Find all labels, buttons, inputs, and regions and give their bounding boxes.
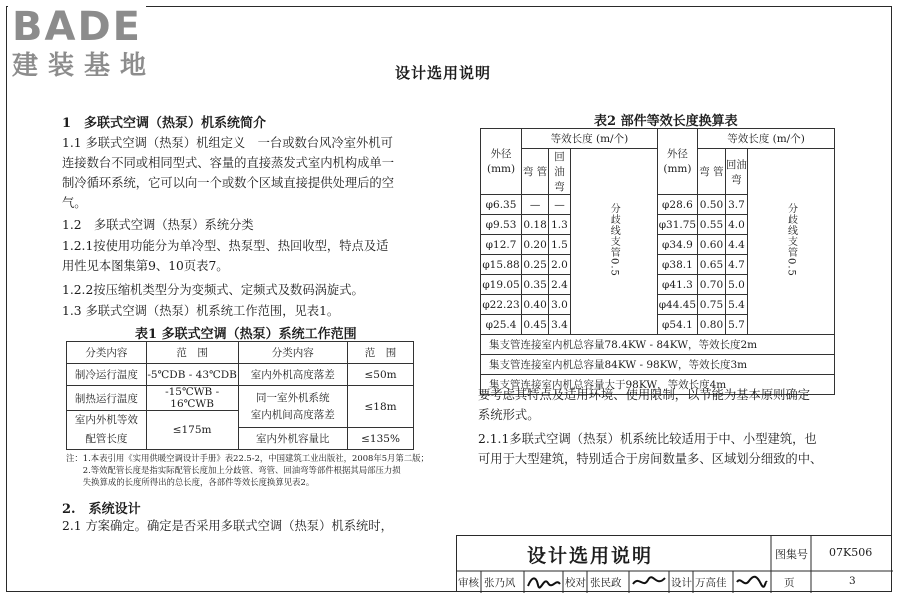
text-line: 连接数台不同或相同型式、容量的直接蒸发式室内机构成单一	[62, 156, 395, 170]
table-cell: φ15.88	[481, 255, 522, 275]
text-line: 配管长度	[85, 433, 128, 445]
table-cell: 1.5	[549, 235, 571, 255]
table-cell: 2.0	[549, 255, 571, 275]
note-line: 注：1.本表引用《实用供暖空调设计手册》表22.5-2，中国建筑工业出版社，2008年5月第二版；	[66, 453, 429, 463]
section-1-2-2-text: 1.2.2按压缩机类型分为变频式、定频式及数码涡旋式。	[62, 283, 364, 297]
table-cell: ≤175m	[146, 411, 238, 450]
table-cell: ≤135%	[348, 428, 414, 450]
note-line: 2.等效配管长度是指实际配管长度加上分歧管、弯管、回油弯等部件根据其局部压力损	[66, 465, 401, 475]
title-block-title: 设计选用说明	[527, 545, 654, 567]
table-cell: 0.65	[698, 255, 726, 275]
table-cell: ≤50m	[348, 364, 414, 386]
branch-note: 分歧线支管0.5	[608, 203, 620, 277]
table-row	[481, 129, 835, 149]
table-cell: 0.18	[522, 215, 549, 235]
table-cell: 制冷运行温度	[67, 364, 147, 386]
table-cell: 5.4	[725, 295, 747, 315]
page-title: 设计选用说明	[395, 64, 492, 82]
table-cell	[481, 129, 522, 195]
table-cell: 室内外机高度落差	[238, 364, 348, 386]
branch-note: 分歧线支管0.5	[785, 203, 797, 277]
table-cell: 4.4	[725, 235, 747, 255]
table-cell	[570, 149, 657, 335]
table1-header-range: 范 围	[146, 342, 238, 364]
page-number: 3	[849, 575, 856, 587]
reviewer-signature	[526, 572, 562, 592]
text-line: 1.1 多联式空调（热泵）机组定义 一台或数台风冷室外机可	[62, 136, 393, 150]
section-1-3-text: 1.3 多联式空调（热泵）机系统工作范围，见表1。	[62, 304, 340, 318]
text-line: (mm)	[486, 162, 516, 175]
table-cell: φ34.9	[657, 235, 697, 255]
table-cell: φ25.4	[481, 315, 522, 335]
section-1-2-1-text	[62, 236, 388, 276]
text-line: 气。	[62, 196, 87, 210]
table-cell: φ6.35	[481, 195, 522, 215]
text-line: 用性见本图集第9、10页表7。	[62, 259, 229, 273]
table-cell	[657, 129, 697, 195]
checker-signature	[631, 572, 667, 592]
table-cell: 等效长度 (m/个)	[522, 129, 658, 149]
text-line: 1.2.1按使用功能分为单冷型、热泵型、热回收型，特点及适	[62, 239, 389, 253]
table2-caption: 表2 部件等效长度换算表	[594, 114, 738, 129]
section-2-1-1-text	[478, 429, 822, 469]
table-row	[67, 342, 414, 364]
table-cell: 1.3	[549, 215, 571, 235]
table-cell: 0.60	[698, 235, 726, 255]
table-cell: —	[522, 195, 549, 215]
table-cell: 0.50	[698, 195, 726, 215]
table-cell: φ44.45	[657, 295, 697, 315]
table-cell: 0.40	[522, 295, 549, 315]
table-cell: 3.4	[549, 315, 571, 335]
table-cell: 0.20	[522, 235, 549, 255]
table1-header-range2: 范 围	[348, 342, 414, 364]
table-cell: ≤18m	[348, 386, 414, 428]
table-cell: φ12.7	[481, 235, 522, 255]
checker-label: 校对	[565, 577, 586, 589]
table-cell: 回油弯	[549, 149, 571, 195]
table-cell: φ9.53	[481, 215, 522, 235]
text-line: 室内机间高度落差	[250, 408, 335, 421]
table-row	[67, 386, 414, 411]
text-line: 外径	[666, 147, 688, 160]
table-cell: φ28.6	[657, 195, 697, 215]
table-cell: 弯 管	[522, 149, 549, 195]
text-line: 同一室外机系统	[256, 391, 330, 404]
table-row	[481, 355, 835, 375]
table-cell: 集支管连接室内机总容量78.4KW - 84KW，等效长度2m	[481, 335, 835, 355]
watermark-logo: BADE	[8, 4, 146, 50]
note-line: 失换算成的长度所得出的总长度，各部件等效长度换算见表2。	[66, 477, 315, 487]
table1	[66, 341, 414, 450]
table-cell: 0.25	[522, 255, 549, 275]
table-cell: -15℃WB - 16℃WB	[146, 386, 238, 411]
table-cell: 0.55	[698, 215, 726, 235]
table-cell: φ31.75	[657, 215, 697, 235]
table-cell: 等效长度 (m/个)	[698, 129, 835, 149]
text-line: 制冷循环系统，它可以向一个或数个区域直接提供处理后的空	[62, 176, 395, 190]
table-cell: 室内外机容量比	[238, 428, 348, 450]
table-cell: φ22.23	[481, 295, 522, 315]
table1-header-cat2: 分类内容	[238, 342, 348, 364]
reviewer-label: 审核	[458, 577, 479, 589]
table-cell: 制热运行温度	[67, 386, 147, 411]
table-cell: 5.7	[725, 315, 747, 335]
text-line: (mm)	[663, 162, 692, 175]
table2	[480, 128, 835, 395]
table-cell: 4.0	[725, 215, 747, 235]
table-cell: 0.70	[698, 275, 726, 295]
table-cell: —	[549, 195, 571, 215]
table-cell: 弯 管	[698, 149, 726, 195]
text-line: 外径	[490, 147, 512, 160]
table-cell: 0.45	[522, 315, 549, 335]
table-cell: 3.0	[549, 295, 571, 315]
table-cell: 4.7	[725, 255, 747, 275]
atlas-number-label: 图集号	[775, 548, 808, 561]
table-cell: 2.4	[549, 275, 571, 295]
table-row	[67, 364, 414, 386]
table-cell: -5℃DB - 43℃DB	[146, 364, 238, 386]
table-cell: 集支管连接室内机总容量84KW - 98KW，等效长度3m	[481, 355, 835, 375]
section-1-1-text	[62, 133, 394, 213]
designer-label: 设计	[671, 577, 692, 589]
text-line: 室内外机等效	[74, 414, 138, 426]
reviewer-name: 张乃风	[484, 577, 516, 589]
table1-caption: 表1 多联式空调（热泵）系统工作范围	[135, 327, 357, 342]
table-cell	[238, 386, 348, 428]
table1-notes	[66, 452, 429, 488]
text-line: 系统形式。	[478, 408, 540, 422]
text-line: 可用于大型建筑，特别适合于房间数量多、区域划分细致的中、	[478, 452, 823, 466]
table-cell: 0.75	[698, 295, 726, 315]
text-line: 要考虑其特点及适用环境、使用限制，以节能为基本原则确定	[478, 388, 811, 402]
table1-header-cat: 分类内容	[67, 342, 147, 364]
section-1-2-heading: 1.2 多联式空调（热泵）系统分类	[62, 218, 254, 232]
text-line: 2.1.1多联式空调（热泵）机系统比较适用于中、小型建筑，也	[478, 432, 817, 446]
designer-signature	[735, 572, 769, 592]
checker-name: 张民政	[590, 577, 622, 589]
page-label: 页	[784, 577, 795, 589]
table-cell: 0.35	[522, 275, 549, 295]
table-cell: φ38.1	[657, 255, 697, 275]
table-cell: 回油弯	[725, 149, 747, 195]
designer-name: 万高佳	[695, 577, 727, 589]
section-2-1-text: 2.1 方案确定。确定是否采用多联式空调（热泵）机系统时，	[62, 519, 393, 533]
table-cell: 3.7	[725, 195, 747, 215]
table-cell	[747, 149, 834, 335]
table-cell: 5.0	[725, 275, 747, 295]
section-1-heading: 1 多联式空调（热泵）机系统简介	[62, 116, 267, 131]
table-cell: 集支管连接室内机总容量大于98KW，等效长度4m	[481, 375, 835, 395]
table-cell: φ54.1	[657, 315, 697, 335]
atlas-number: 07K506	[829, 546, 873, 559]
table-cell: φ19.05	[481, 275, 522, 295]
table-cell: φ41.3	[657, 275, 697, 295]
table-row	[481, 335, 835, 355]
table-cell	[67, 411, 147, 450]
title-block	[456, 535, 892, 592]
section-2-1-cont	[478, 385, 810, 425]
watermark-subtitle: 建装基地	[8, 50, 160, 82]
table-cell: 0.80	[698, 315, 726, 335]
section-2-heading: 2. 系统设计	[62, 502, 141, 517]
